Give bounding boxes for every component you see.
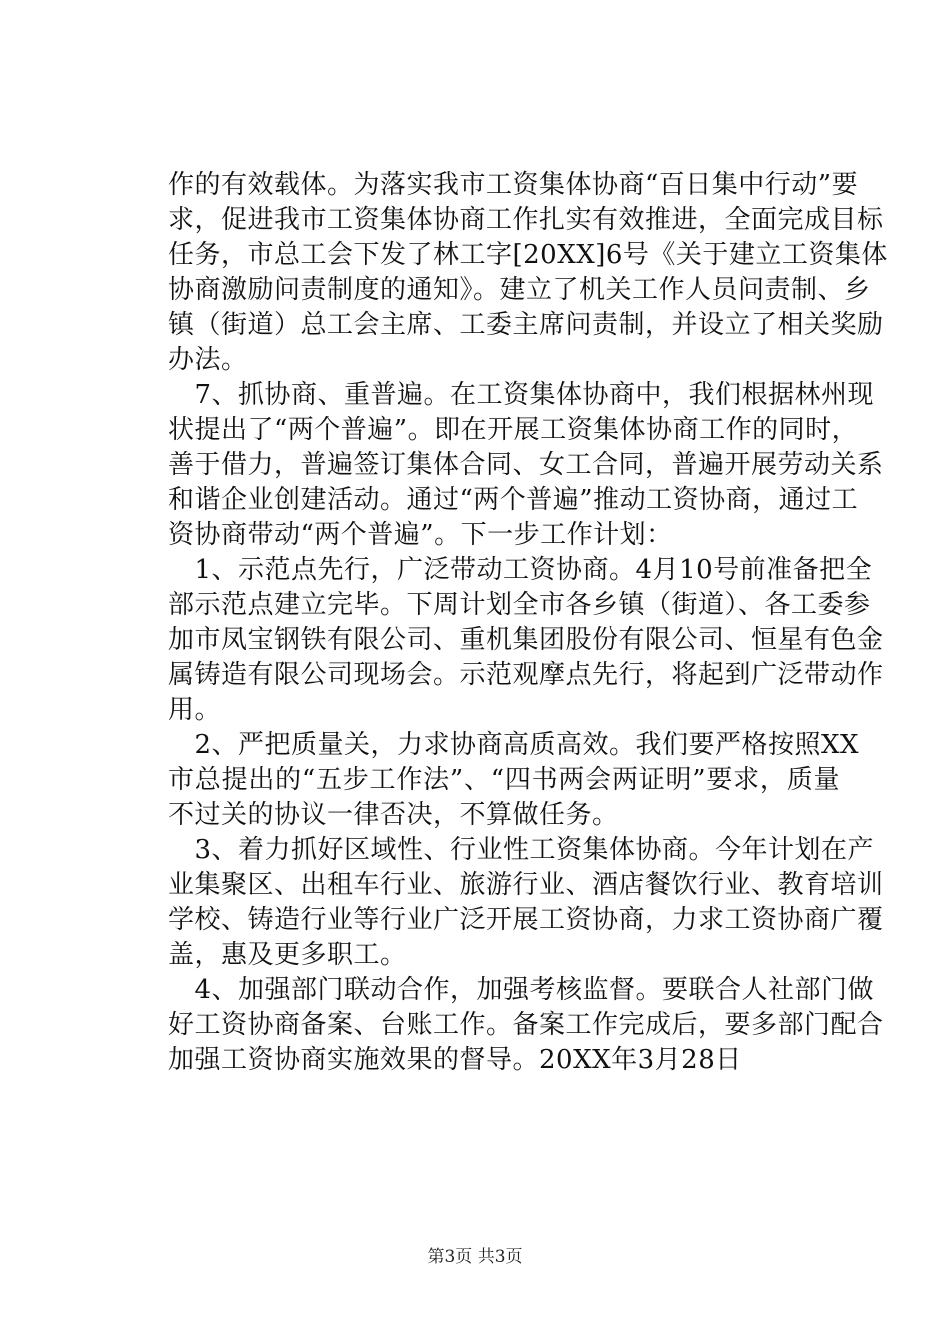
- text-line: 加市凤宝钢铁有限公司、重机集团股份有限公司、恒星有色金: [168, 625, 884, 655]
- text-line: 3、着力抓好区域性、行业性工资集体协商。今年计划在产: [168, 835, 875, 865]
- text-line: 求，促进我市工资集体协商工作扎实有效推进，全面完成目标: [168, 205, 884, 235]
- document-body: [168, 168, 888, 1078]
- text-line: 作的有效载体。为落实我市工资集体协商“百日集中行动”要: [168, 170, 859, 200]
- text-line: 任务，市总工会下发了林工字[20XX]6号《关于建立工资集体: [168, 240, 888, 270]
- text-line: 用。: [168, 695, 222, 725]
- text-line: 善于借力，普遍签订集体合同、女工合同，普遍开展劳动关系: [168, 450, 884, 480]
- text-line: 部示范点建立完毕。下周计划全市各乡镇（街道）、各工委参: [168, 590, 871, 620]
- text-line: 盖，惠及更多职工。: [168, 940, 407, 970]
- text-line: 镇（街道）总工会主席、工委主席问责制，并设立了相关奖励: [168, 310, 884, 340]
- page-footer: 第3页 共3页: [427, 1247, 523, 1267]
- text-line: 状提出了“两个普遍”。即在开展工资集体协商工作的同时，: [168, 415, 859, 445]
- text-line: 1、示范点先行，广泛带动工资协商。4月10号前准备把全: [168, 555, 873, 585]
- text-line: 2、严把质量关，力求协商高质高效。我们要严格按照XX: [168, 730, 860, 760]
- text-line: 属铸造有限公司现场会。示范观摩点先行，将起到广泛带动作: [168, 660, 884, 690]
- text-line: 协商激励问责制度的通知》。建立了机关工作人员问责制、乡: [168, 275, 871, 305]
- text-line: 学校、铸造行业等行业广泛开展工资协商，力求工资协商广覆: [168, 905, 884, 935]
- text-line: 业集聚区、出租车行业、旅游行业、酒店餐饮行业、教育培训: [168, 870, 884, 900]
- text-line: 不过关的协议一律否决，不算做任务。: [168, 800, 619, 830]
- text-line: 办法。: [168, 345, 248, 375]
- text-line: 7、抓协商、重普遍。在工资集体协商中，我们根据林州现: [168, 380, 875, 410]
- text-line: 加强工资协商实施效果的督导。20XX年3月28日: [168, 1045, 742, 1075]
- text-line: 资协商带动“两个普遍”。下一步工作计划：: [168, 520, 673, 550]
- text-line: 好工资协商备案、台账工作。备案工作完成后，要多部门配合: [168, 1010, 884, 1040]
- text-line: 市总提出的“五步工作法”、“四书两会两证明”要求，质量: [168, 765, 840, 795]
- text-line: 和谐企业创建活动。通过“两个普遍”推动工资协商，通过工: [168, 485, 859, 515]
- text-line: 4、加强部门联动合作，加强考核监督。要联合人社部门做: [168, 975, 875, 1005]
